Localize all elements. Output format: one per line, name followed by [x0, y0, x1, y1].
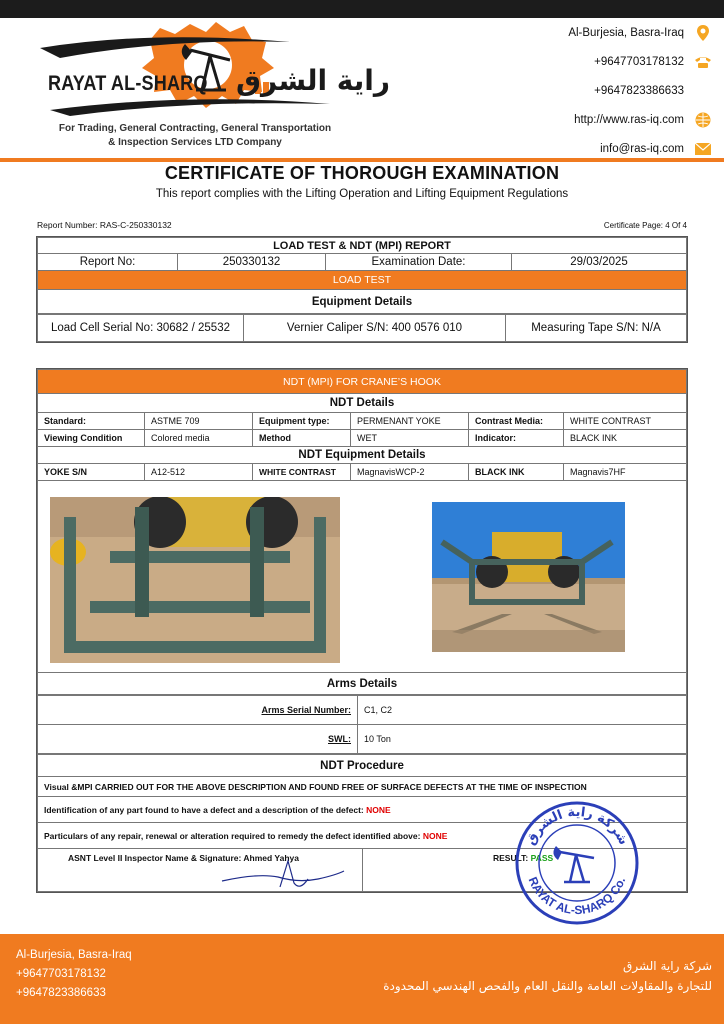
footer-ar-line-1: شركة راية الشرق	[623, 959, 712, 973]
signature-graphic	[218, 857, 348, 891]
top-bar	[0, 0, 724, 18]
company-stamp	[512, 800, 642, 926]
procedure-line-2-value: NONE	[366, 804, 391, 815]
result-value: PASS	[530, 853, 554, 863]
method-value: WET	[351, 430, 469, 447]
report-no-value: 250330132	[178, 254, 326, 271]
equipment-details-title: Equipment Details	[38, 290, 687, 314]
arms-details-title: Arms Details	[38, 673, 687, 695]
contrast-media-value: WHITE CONTRAST	[564, 413, 687, 430]
inspector-name: ASNT Level II Inspector Name & Signature: Ahmed Yahya	[68, 853, 299, 863]
yoke-sn-label: YOKE S/N	[38, 464, 145, 481]
footer-address: Al-Burjesia, Basra-Iraq	[16, 949, 132, 961]
indicator-value: BLACK INK	[564, 430, 687, 447]
ndt-equipment-details-title: NDT Equipment Details	[38, 447, 687, 464]
exam-date-value: 29/03/2025	[512, 254, 687, 271]
equipment-type-value: PERMENANT YOKE	[351, 413, 469, 430]
contact-address	[472, 18, 712, 47]
ndt-procedure-title: NDT Procedure	[38, 755, 687, 777]
procedure-line-3-value: NONE	[422, 830, 448, 841]
inspector-cell	[38, 849, 363, 892]
footer-ar-line-2: للتجارة والمقاولات العامة والنقل العام والفحص الهندسي المحدودة	[383, 979, 712, 993]
address-text: Al-Burjesia, Basra-Iraq	[568, 26, 684, 39]
stamp-text-bottom: RAYAT AL-SHARQ Co.	[525, 874, 629, 918]
certificate-page: Certificate Page: 4 Of 4	[603, 221, 687, 230]
report-number: Report Number: RAS-C-250330132	[37, 220, 172, 230]
ndt-details-title: NDT Details	[38, 394, 687, 413]
forklift-frame-photo-2	[432, 502, 625, 652]
company-name-ar: راية الشرق	[236, 64, 391, 97]
procedure-line-2-text: Identification of any part found to have a defect and a description of the defect:	[44, 804, 364, 815]
swl-value: 10 Ton	[358, 725, 687, 754]
contact-phone-2	[472, 76, 712, 105]
phone-1-text: +9647703178132	[594, 55, 684, 68]
white-contrast-value: MagnavisWCP-2	[351, 464, 469, 481]
equipment-type-label: Equipment type:	[253, 413, 351, 430]
contact-block	[472, 18, 712, 163]
vernier-caliper-serial: Vernier Caliper S/N: 400 0576 010	[244, 315, 506, 342]
tagline-line-2: & Inspection Services LTD Company	[108, 137, 282, 148]
viewing-condition-label: Viewing Condition	[38, 430, 145, 447]
location-pin-icon	[694, 24, 712, 42]
page-subtitle: This report complies with the Lifting Operation and Lifting Equipment Regulations	[155, 188, 569, 200]
footer-phone-2: +9647823386633	[16, 987, 106, 999]
contrast-media-label: Contrast Media:	[469, 413, 564, 430]
tagline-line-1: For Trading, General Contracting, General Transportation	[58, 123, 332, 134]
page-footer	[0, 934, 724, 1024]
load-test-table	[36, 236, 688, 343]
exam-date-label: Examination Date:	[326, 254, 512, 271]
yoke-sn-value: A12-512	[145, 464, 253, 481]
measuring-tape-serial: Measuring Tape S/N: N/A	[506, 315, 687, 342]
header-divider	[0, 158, 724, 162]
stamp-graphic	[512, 800, 642, 926]
forklift-frame-photo-1	[50, 497, 340, 663]
svg-text:شركة راية الشرق	[523, 805, 631, 848]
method-label: Method	[253, 430, 351, 447]
procedure-line-1: Visual &MPI CARRIED OUT FOR THE ABOVE DESCRIPTION AND FOUND FREE OF SURFACE DEFECTS AT THE TIME OF INSPECTION	[38, 777, 687, 797]
black-ink-value: Magnavis7HF	[564, 464, 687, 481]
company-name-en: RAYAT AL-SHARQ	[48, 72, 208, 95]
load-test-section: LOAD TEST	[38, 271, 687, 290]
swl-label: SWL:	[38, 725, 358, 754]
white-contrast-label: WHITE CONTRAST	[253, 464, 351, 481]
load-test-header: LOAD TEST & NDT (MPI) REPORT	[38, 238, 687, 254]
arms-serial-value: C1, C2	[358, 696, 687, 725]
company-tagline	[30, 122, 360, 150]
envelope-icon	[694, 140, 712, 158]
indicator-label: Indicator:	[469, 430, 564, 447]
viewing-condition-value: Colored media	[145, 430, 253, 447]
company-logo	[30, 20, 391, 150]
website-link[interactable]: http://www.ras-iq.com	[574, 113, 684, 126]
contact-website	[472, 105, 712, 134]
standard-label: Standard:	[38, 413, 145, 430]
result-label: RESULT:	[493, 853, 529, 863]
phone-2-text: +9647823386633	[594, 84, 684, 97]
email-link[interactable]: info@ras-iq.com	[600, 142, 684, 155]
globe-icon	[694, 111, 712, 129]
stamp-text-top: شركة راية الشرق	[523, 804, 631, 848]
footer-arabic	[383, 956, 712, 996]
procedure-line-3-text: Particulars of any repair, renewal or alteration required to remedy the defect identified above:	[44, 830, 421, 841]
arms-serial-label: Arms Serial Number:	[38, 696, 358, 725]
phone-icon	[694, 53, 712, 71]
standard-value: ASTME 709	[145, 413, 253, 430]
page-title: CERTIFICATE OF THOROUGH EXAMINATION	[164, 163, 560, 183]
contact-phone-1	[472, 47, 712, 76]
black-ink-label: BLACK INK	[469, 464, 564, 481]
ndt-section: NDT (MPI) FOR CRANE’S HOOK	[38, 370, 687, 394]
load-cell-serial: Load Cell Serial No: 30682 / 25532	[38, 315, 244, 342]
footer-phone-1: +9647703178132	[16, 968, 106, 980]
photos-cell	[38, 481, 687, 673]
footer-contact	[16, 946, 132, 1003]
report-no-label: Report No:	[38, 254, 178, 271]
